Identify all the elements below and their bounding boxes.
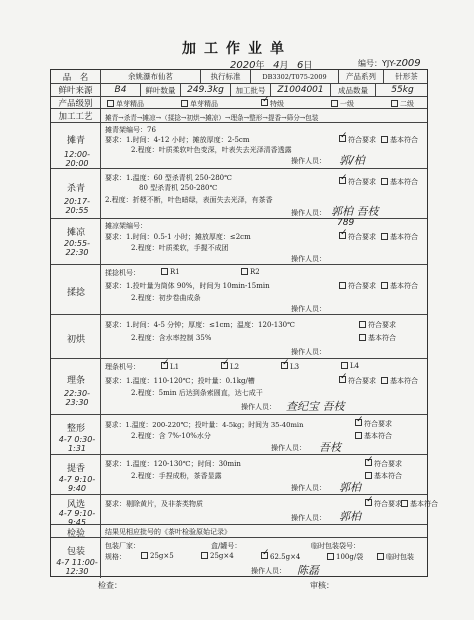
section-inspection <box>51 525 427 538</box>
checkbox-icon <box>331 100 338 107</box>
section-line: 2.程度：叶质柔软，手握不成团 <box>131 244 229 252</box>
section-line: 摊青架编号：76 <box>105 126 156 134</box>
checkbox-icon <box>201 552 208 559</box>
opt-conform[interactable]: ✓符合要求 <box>355 419 392 429</box>
opt-basic[interactable]: 基本符合 <box>381 135 418 145</box>
section-line: 2.程度：含水率控制 35% <box>131 334 212 342</box>
opt-conform[interactable]: 符合要求 <box>359 320 396 330</box>
checkbox-icon <box>381 377 388 384</box>
section-line: 2.程度：折梗不断，叶色暗绿，表面失去光泽，有茶香 <box>105 196 273 204</box>
section-line: 2.程度：初步卷曲成条 <box>131 294 201 302</box>
row-craft <box>51 109 427 123</box>
operator-label: 操作人员： <box>291 484 326 492</box>
batch-label: 加工批号 <box>231 84 271 96</box>
section-spreading <box>51 123 427 169</box>
machine-l3[interactable]: ✓ L3 <box>281 362 299 371</box>
grade-option-3[interactable]: ✓ 特级 <box>261 99 284 109</box>
check-label: 检查： <box>98 581 122 590</box>
checkbox-checked-icon <box>365 459 372 466</box>
checkbox-checked-icon <box>339 232 346 239</box>
operator-signature: 陈磊 <box>297 564 319 577</box>
pack-opt-1[interactable]: 25g×5 <box>141 552 174 560</box>
operator-signature: 郭柏 <box>339 481 361 494</box>
section-name: 理条 <box>66 376 85 386</box>
opt-basic[interactable]: 基本符合 <box>401 499 438 509</box>
operator-signature: 郭柏 吾枝 <box>331 205 379 218</box>
pack-opt-4[interactable]: 100g/袋 <box>327 552 363 562</box>
opt-conform[interactable]: ✓符合要求 <box>365 459 402 469</box>
section-line: 结果见相应批号的《茶叶检验原始记录》 <box>105 528 231 536</box>
section-fixing <box>51 169 427 219</box>
section-line: 要求：1.温度：200-220℃；投叶量：4-5kg；时间为 35-40min <box>105 421 304 429</box>
opt-conform[interactable]: ✓符合要求 <box>339 232 376 242</box>
product-value: 余姚瀑布仙茗 <box>101 70 201 83</box>
machine-r1[interactable]: R1 <box>161 268 180 276</box>
pack-opt-2[interactable]: 25g×4 <box>201 552 234 560</box>
checkbox-checked-icon <box>161 362 168 369</box>
section-name: 摊凉 <box>66 228 85 238</box>
section-line: 要求：1.温度：120-130℃；时间：30min <box>105 460 241 468</box>
batch-value: Z1004001 <box>271 84 331 96</box>
product-label: 品 名 <box>51 70 101 83</box>
operator-label: 操作人员： <box>291 255 326 263</box>
operator-signature: 吾枝 <box>319 441 341 454</box>
checkbox-icon <box>339 282 346 289</box>
machine-l4[interactable]: L4 <box>341 362 359 370</box>
section-time: 4-7 9:10-9:40 <box>58 475 96 493</box>
date-day: 6 <box>297 60 304 71</box>
serial-label: 编号：YJY-Z <box>358 59 402 68</box>
work-order-table <box>50 69 438 577</box>
section-line: 2.程度：含 7%-10%水分 <box>131 432 211 440</box>
checkbox-icon <box>141 552 148 559</box>
checkbox-icon <box>359 334 366 341</box>
date-month-unit: 月 <box>279 61 289 71</box>
operator-label: 操作人员： <box>291 209 326 217</box>
review-label: 审核： <box>310 581 334 590</box>
section-rolling <box>51 265 427 315</box>
section-winnowing <box>51 495 438 527</box>
row-source <box>51 84 427 97</box>
section-strip-sorting <box>51 359 427 415</box>
output-value: 55kg <box>391 85 414 95</box>
box-number-label: 盒/罐号： <box>211 542 242 550</box>
section-cooling <box>51 219 427 265</box>
section-line: 摊凉架编号： <box>105 222 147 230</box>
section-aroma <box>51 455 427 495</box>
date-year: 2020 <box>230 60 256 71</box>
grade-label: 产品级别 <box>51 97 101 108</box>
section-shaping <box>51 415 427 455</box>
operator-label: 操作人员： <box>291 157 326 165</box>
series-value: 针形茶 <box>395 72 418 81</box>
checkbox-checked-icon <box>355 419 362 426</box>
checkbox-icon <box>365 472 372 479</box>
operator-label: 操作人员： <box>291 305 326 313</box>
opt-conform[interactable]: 符合要求 <box>339 281 376 291</box>
checkbox-icon <box>377 553 384 560</box>
section-name: 风选 <box>66 500 85 510</box>
opt-conform[interactable]: ✓符合要求 <box>339 135 376 145</box>
section-line: 80 型杀青机 250-280℃ <box>139 184 218 192</box>
checkbox-icon <box>241 268 248 275</box>
section-time: 4-7 11:00-12:30 <box>56 558 98 576</box>
operator-label: 操作人员： <box>291 514 326 522</box>
checkbox-icon <box>355 432 362 439</box>
operator-signature: 查纪宝 吾枝 <box>286 400 345 413</box>
pack-opt-5[interactable]: 临时包装 <box>377 552 414 562</box>
operator-signature: 郭/柏 <box>339 154 365 167</box>
opt-basic[interactable]: 基本符合 <box>381 232 418 242</box>
section-packaging <box>51 538 427 578</box>
section-name: 摊青 <box>66 136 85 146</box>
operator-label: 操作人员： <box>291 348 326 356</box>
checkbox-icon <box>359 321 366 328</box>
standard-label: 执行标准 <box>201 70 251 83</box>
checkbox-checked-icon <box>261 552 268 559</box>
source-value: B4 <box>101 84 141 96</box>
section-time: 20:17-20:55 <box>64 197 90 215</box>
checkbox-icon <box>107 100 114 107</box>
machine-r2[interactable]: R2 <box>241 268 260 276</box>
section-line: 2.程度：5min 后达到条索圆直，达七成干 <box>131 389 263 397</box>
section-line: 要求：1.温度：60 型杀青机 250-280℃ <box>105 174 232 182</box>
date-day-unit: 日 <box>303 61 313 71</box>
cooling-rack-number: 789 <box>337 218 355 228</box>
operator-label: 操作人员： <box>271 444 306 452</box>
output-label: 成品数量 <box>331 84 376 96</box>
opt-basic[interactable]: 基本符合 <box>355 431 392 441</box>
opt-basic[interactable]: 基本符合 <box>359 333 396 343</box>
section-name: 检验 <box>66 529 85 539</box>
checkbox-icon <box>181 100 188 107</box>
checkbox-icon <box>341 362 348 369</box>
standard-value: DB3302/T075-2009 <box>251 70 339 83</box>
grade-option-1[interactable]: 单芽精品 <box>107 99 144 109</box>
section-line: 要求：1.温度：110-120℃；投叶量：0.1kg/槽 <box>105 377 255 385</box>
row-product <box>51 70 427 84</box>
section-name: 揉捻 <box>66 288 85 298</box>
checkbox-checked-icon <box>339 177 346 184</box>
section-line: 理条机号： <box>105 363 140 371</box>
checkbox-icon <box>391 100 398 107</box>
section-line: 要求：1.投叶量为筒体 90%，时间为 10min-15min <box>105 282 270 290</box>
source-label: 鲜叶来源 <box>51 84 101 96</box>
section-name: 整形 <box>66 424 85 434</box>
section-initial-drying <box>51 315 427 359</box>
opt-conform[interactable]: ✓ 符合要求 <box>365 499 402 509</box>
section-time: 4-7 9:10-9:45 <box>58 509 96 527</box>
section-line: 揉捻机号： <box>105 269 140 277</box>
machine-l2[interactable]: ✓ L2 <box>221 362 239 371</box>
date-year-unit: 年 <box>255 61 265 71</box>
row-grade <box>51 97 427 109</box>
series-label: 产品系列 <box>339 70 384 83</box>
section-time: 12:00-20:00 <box>64 150 90 168</box>
section-time: 4-7 0:30-1:31 <box>58 435 96 453</box>
checkbox-checked-icon <box>221 362 228 369</box>
operator-label: 操作人员： <box>251 567 286 575</box>
qty-label: 鲜叶数量 <box>141 84 181 96</box>
checkbox-checked-icon <box>281 362 288 369</box>
temp-bag-label: 临时包装袋号： <box>311 542 360 550</box>
section-line: 要求：1.时间：0.5-1 小时；摊放厚度：≤2cm <box>105 233 251 241</box>
pack-opt-3[interactable]: ✓ 62.5g×4 <box>261 552 300 561</box>
opt-basic[interactable]: 基本符合 <box>381 281 418 291</box>
opt-conform[interactable]: ✓符合要求 <box>339 177 376 187</box>
checkbox-icon <box>381 282 388 289</box>
opt-basic[interactable]: 基本符合 <box>365 471 402 481</box>
checkbox-icon <box>161 268 168 275</box>
checkbox-icon <box>381 136 388 143</box>
checkbox-icon <box>381 233 388 240</box>
section-line: 2.程度：手捏成粉，茶香显露 <box>131 472 222 480</box>
checkbox-checked-icon <box>339 376 346 383</box>
operator-signature: 郭柏 <box>339 510 361 523</box>
operator-label: 操作人员： <box>241 403 276 411</box>
checkbox-icon <box>327 553 334 560</box>
opt-conform[interactable]: ✓符合要求 <box>339 376 376 386</box>
section-time: 20:55-22:30 <box>64 239 90 257</box>
qty-value: 249.3kg <box>181 84 231 96</box>
section-time: 22:30-23:30 <box>64 389 90 407</box>
grade-option-4[interactable]: 一级 <box>331 99 354 109</box>
serial-value: 009 <box>401 58 421 69</box>
craft-flow: 摊青→杀青→摊凉→（揉捻→初烘→摊凉）→理条→整形→提香→筛分→包装 <box>105 114 319 122</box>
section-name: 提香 <box>66 464 85 474</box>
opt-basic[interactable]: 基本符合 <box>381 376 418 386</box>
checkbox-checked-icon <box>365 499 372 506</box>
opt-basic[interactable]: 基本符合 <box>381 177 418 187</box>
section-name: 包装 <box>66 547 85 557</box>
section-line: 规格： <box>105 553 126 561</box>
checkbox-checked-icon <box>339 135 346 142</box>
section-line: 要求：1.时间：4-5 分钟；厚度：≤1cm；温度：120-130℃ <box>105 321 295 329</box>
section-line: 2.程度：叶质柔软叶色变深，叶表失去光泽清香透露 <box>131 146 292 154</box>
checkbox-checked-icon <box>261 99 268 106</box>
section-line: 要求：1.时间：4-12 小时；摊放厚度：2-5cm <box>105 136 250 144</box>
grade-option-5[interactable]: 二级 <box>391 99 414 109</box>
serial-number <box>358 58 421 69</box>
craft-label: 加工工艺 <box>51 109 101 122</box>
section-line: 要求：剔除黄片，及非茶类物质 <box>105 500 203 508</box>
section-name: 初烘 <box>66 335 85 345</box>
checkbox-icon <box>381 178 388 185</box>
page-title: 加工作业单 <box>182 41 292 57</box>
checkbox-icon <box>401 500 408 507</box>
date-month: 4 <box>273 60 280 71</box>
machine-l1[interactable]: ✓ L1 <box>161 362 179 371</box>
section-line: 包装厂家： <box>105 542 140 550</box>
section-name: 杀青 <box>66 184 85 194</box>
grade-option-2[interactable]: 单芽精品 <box>181 99 218 109</box>
